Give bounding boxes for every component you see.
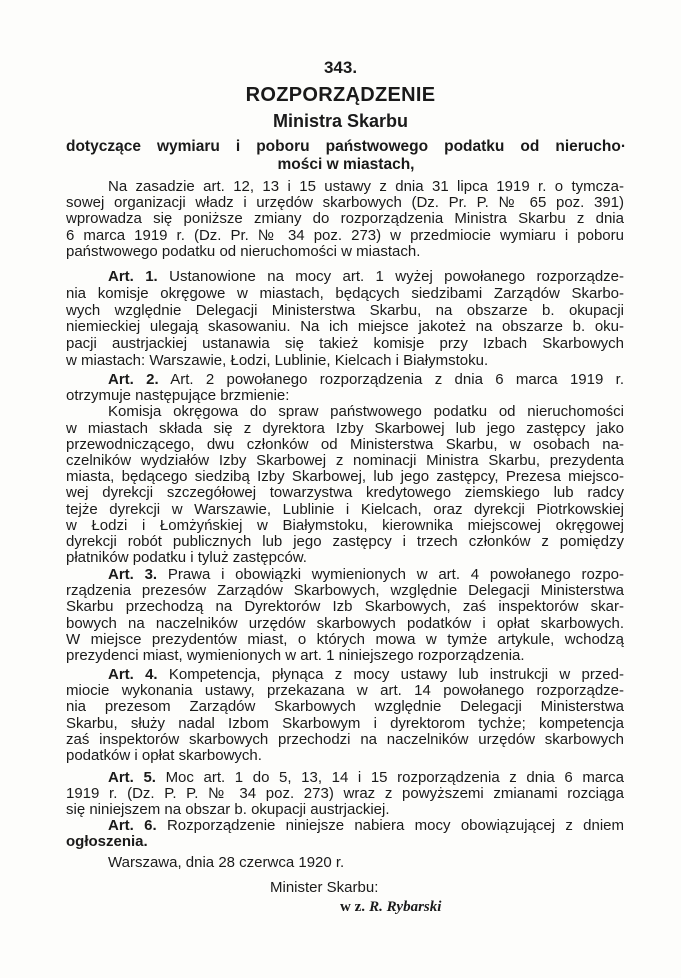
text: Art. 2 powołanego rozporządzenia z dnia 6 marca 1919 r. xyxy=(170,372,624,388)
text-line: czelników wydziałów Izby Skarbowej z nominacji Ministra Skarbu, prezydenta xyxy=(66,453,624,470)
text-line: się niniejszem na obszar b. okupacji austrjackiej. xyxy=(66,802,390,819)
text-line: płatników podatku i tyluż zastępców. xyxy=(66,550,307,567)
text-line: dyrekcji robót publicznych lub jego zastępcy i trzech członków z pomiędzy xyxy=(66,534,624,551)
text-line: Komisja okręgowa do spraw państwowego podatku od nieruchomości xyxy=(108,404,624,421)
article-3 xyxy=(66,567,624,664)
text-line: ogłoszenia. xyxy=(66,834,148,851)
article-label: Art. 4. xyxy=(108,667,158,683)
text-line xyxy=(66,770,624,786)
text-line: państwowego podatku od nieruchomości w miastach. xyxy=(66,243,421,260)
text: Prawa i obowiązki wymienionych w art. 4 powołanego rozpo- xyxy=(167,567,624,583)
article-label: Art. 1. xyxy=(108,269,158,285)
signature xyxy=(340,898,441,916)
article-2 xyxy=(66,372,624,566)
text-line: prezydenci miast, wymienionych w art. 1 niniejszego rozporządzenia. xyxy=(66,648,525,665)
article-label: Art. 2. xyxy=(108,372,159,388)
text-line: miasta, będącego siedzibą Izby Skarbowej, lub jego zastępcy, Prezesa miejsco- xyxy=(66,469,624,486)
document-title: ROZPORZĄDZENIE xyxy=(245,84,436,106)
act-number: 343. xyxy=(323,58,358,77)
text-line xyxy=(66,269,624,286)
text-line: wprowadza się poniższe zmiany do rozporządzenia Ministra Skarbu z dnia xyxy=(66,211,624,228)
subtitle-line: dotyczące wymiaru i poboru państwowego podatku od nierucho· xyxy=(66,138,626,155)
text-line xyxy=(66,818,624,834)
article-label: Art. 6. xyxy=(108,818,157,834)
text-line: nia prezesom Zarządów Skarbowych względnie Delegacji Ministerstwa xyxy=(66,699,624,716)
text-line xyxy=(66,567,624,583)
signatory-title: Minister Skarbu: xyxy=(270,879,379,896)
issuer: Ministra Skarbu xyxy=(272,111,409,131)
text-line: miocie wykonania ustawy, przekazana w art. 14 powołanego rozporządze- xyxy=(66,683,624,700)
preamble xyxy=(66,179,624,260)
signatory-name: R. Rybarski xyxy=(369,899,442,915)
text-line: tejże dyrekcji w Warszawie, Lublinie i Kielcach, oraz dyrekcji Piotrkowskiej xyxy=(66,501,624,518)
text-line: rządzenia prezesów Zarządów Skarbowych, względnie Delegacji Ministerstwa xyxy=(66,583,624,600)
text-line: w miastach: Warszawie, Łodzi, Lublinie, Kielcach i Białymstoku. xyxy=(66,352,489,369)
text: Rozporządzenie niniejsze nabiera mocy obowiązującej z dniem xyxy=(166,818,624,834)
text-line: bowych na naczelników urzędów skarbowych podatków i opłat skarbowych. xyxy=(66,615,624,632)
article-5 xyxy=(66,770,624,819)
subtitle xyxy=(66,138,626,174)
text-line: przewodniczącego, dwu członków od Ministerstwa Skarbu, w osobach na- xyxy=(66,436,624,453)
article-label: Art. 3. xyxy=(108,567,158,583)
text-line: W miejsce prezydentów miast, o których mowa w tymże artykule, wchodzą xyxy=(66,631,624,648)
article-4 xyxy=(66,667,624,764)
text-line: wych względnie Delegacji Ministerstwa Skarbu, na obszarze b. okupacji xyxy=(66,302,624,319)
article-label: Art. 5. xyxy=(108,770,156,786)
place-date: Warszawa, dnia 28 czerwca 1920 r. xyxy=(108,854,345,871)
text-line: Na zasadzie art. 12, 13 i 15 ustawy z dnia 31 lipca 1919 r. o tymcza- xyxy=(108,179,624,195)
text: Moc art. 1 do 5, 13, 14 i 15 rozporządzenia z dnia 6 marca xyxy=(165,770,624,786)
text-line: nia komisje okręgowe w miastach, będących siedzibami Zarządów Skarbo- xyxy=(66,285,624,302)
article-6 xyxy=(66,818,624,850)
text-line: w miastach składa się z dyrektora Izby Skarbowej lub jego zastępcy jako xyxy=(66,420,624,437)
text: Kompetencja, płynąca z mocy ustawy lub instrukcji w przed- xyxy=(168,667,624,683)
article-1 xyxy=(66,269,624,370)
text-line: 6 marca 1919 r. (Dz. Pr. № 34 poz. 273) w przedmiocie wymiaru i poboru xyxy=(66,227,624,244)
text-line: niemieckiej ulegają skasowaniu. Na ich miejsce jakoteż na obszarze b. oku- xyxy=(66,319,624,336)
text: Ustanowione na mocy art. 1 wyżej powołanego rozporządze- xyxy=(169,269,624,285)
text-line xyxy=(66,372,624,388)
text-line: zaś inspektorów skarbowych przechodzi na naczelników urzędów skarbowych xyxy=(66,731,624,748)
text-line: Skarbu przechodzą na Dyrektorów Izb Skarbowych, zaś inspektorów skar- xyxy=(66,599,624,616)
text-line: sowej organizacji władz i urzędów skarbowych (Dz. Pr. P. № 65 poz. 391) xyxy=(66,195,624,212)
text-line xyxy=(66,667,624,683)
text-line: podatków i opłat skarbowych. xyxy=(66,748,262,765)
text-line: otrzymuje następujące brzmienie: xyxy=(66,388,290,405)
signatory-prefix: w z. xyxy=(340,899,365,915)
text-line: 1919 r. (Dz. P. P. № 34 poz. 273) wraz z powyższemi zmianami rozciąga xyxy=(66,786,624,803)
subtitle-line: mości w miastach, xyxy=(277,156,415,173)
text-line: pacji austrjackiej ustanawia się takież komisje przy Izbach Skarbowych xyxy=(66,336,624,353)
text-line: wej dyrekcji szczegółowej towarzystwa kredytowego ziemskiego lub radcy xyxy=(66,485,624,502)
text-line: w Łodzi i Łomżyńskiej w Białymstoku, kierownika miejscowej okręgowej xyxy=(66,517,624,534)
text-line: Skarbu, służy nadal Izbom Skarbowym i dyrektorom tychże; kompetencja xyxy=(66,715,624,732)
